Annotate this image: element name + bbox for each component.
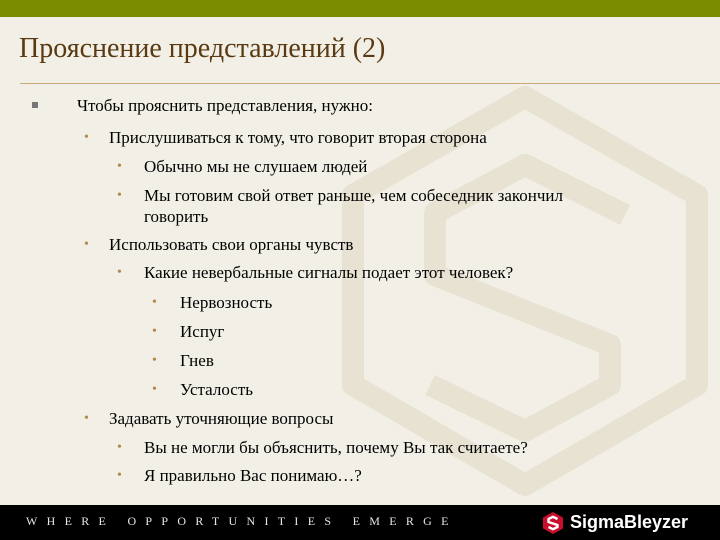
bullet-level4: Испуг [180,322,225,341]
top-accent-bar [0,0,720,17]
bullet-level2: Задавать уточняющие вопросы [109,409,334,428]
bullet-level3: Вы не могли бы объяснить, почему Вы так считаете? [144,438,528,457]
bullet-level3: Обычно мы не слушаем людей [144,157,368,176]
logo-text: SigmaBleyzer [570,512,689,532]
bullet-level3: Какие невербальные сигналы подает этот человек? [144,263,514,282]
bullet-dot-icon: • [117,159,122,174]
bullet-dot-icon: • [84,237,89,252]
bullet-dot-icon: • [152,353,157,368]
bullet-level3: Я правильно Вас понимаю…? [144,466,362,485]
bullet-dot-icon: • [152,382,157,397]
bullet-level3-continuation: говорить [144,207,209,226]
bullet-level2: Прислушиваться к тому, что говорит вторая сторона [109,128,487,147]
bullet-dot-icon: • [152,324,157,339]
bullet-dot-icon: • [117,440,122,455]
bullet-dot-icon: • [117,188,122,203]
bullet-dot-icon: • [117,468,122,483]
bullet-level3: Мы готовим свой ответ раньше, чем собеседник закончил [144,186,563,205]
bullet-level4: Нервозность [180,293,273,312]
bullet-level4: Гнев [180,351,214,370]
bullet-dot-icon: • [152,295,157,310]
slide-title: Прояснение представлений (2) [19,33,386,64]
bullet-dot-icon: • [84,411,89,426]
footer-bar [0,505,720,540]
bullet-level2: Использовать свои органы чувств [109,235,354,254]
bullet-level4: Усталость [180,380,254,399]
square-bullet-icon [32,102,38,108]
sigmableyzer-logo-icon [541,511,565,535]
footer-tagline: WHERE OPPORTUNITIES EMERGE [26,514,458,528]
bullet-level1: Чтобы прояснить представления, нужно: [77,96,373,115]
title-divider [20,83,720,84]
bullet-dot-icon: • [117,265,122,280]
bullet-dot-icon: • [84,130,89,145]
